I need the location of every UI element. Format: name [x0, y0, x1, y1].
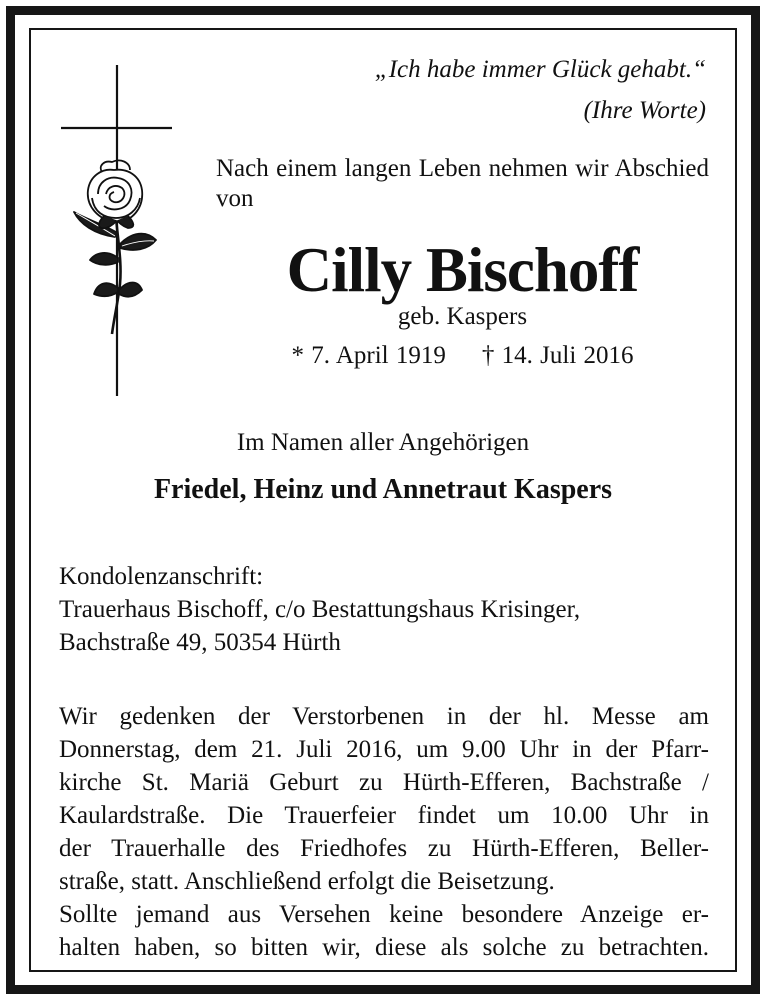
- notice-line: Sollte jemand aus Versehen keine besondere Anzeige er-: [59, 901, 709, 928]
- family-names: Friedel, Heinz und Annetraut Kaspers: [153, 474, 613, 505]
- condolence-label: Kondolenzanschrift:: [59, 563, 264, 590]
- notice-line: halten haben, so bitten wir, diese als solche zu betrachten.: [59, 934, 709, 961]
- intro-text: Nach einem langen Leben nehmen wir Abschied von: [216, 155, 709, 212]
- life-dates: [216, 342, 709, 370]
- notice-line: straße, statt. Anschließend erfolgt die Beisetzung.: [59, 868, 555, 895]
- death-date: † 14. Juli 2016: [481, 342, 634, 369]
- cross-and-rose-icon: [58, 62, 176, 398]
- service-notice: [59, 700, 709, 964]
- notice-line: Wir gedenken der Verstorbenen in der hl. Messe am: [59, 703, 709, 730]
- maiden-name: geb. Kaspers: [397, 303, 528, 330]
- notice-line: kirche St. Mariä Geburt zu Hürth-Efferen, Bachstraße /: [59, 769, 709, 796]
- notice-line: der Trauerhalle des Friedhofes zu Hürth-Efferen, Beller-: [59, 835, 709, 862]
- condolence-line-2: Bachstraße 49, 50354 Hürth: [59, 629, 341, 656]
- condolence-line-1: Trauerhaus Bischoff, c/o Bestattungshaus Krisinger,: [59, 596, 581, 623]
- birth-date: * 7. April 1919: [291, 342, 446, 369]
- on-behalf-text: Im Namen aller Angehörigen: [236, 429, 530, 456]
- deceased-name: Cilly Bischoff: [286, 235, 639, 305]
- condolence-address: [59, 560, 709, 659]
- rose-icon: [74, 160, 156, 334]
- notice-line: Kaulardstraße. Die Trauerfeier findet um 10.00 Uhr in: [59, 802, 709, 829]
- quote-attribution: (Ihre Worte): [583, 97, 706, 124]
- notice-line: Donnerstag, dem 21. Juli 2016, um 9.00 Uhr in der Pfarr-: [59, 736, 709, 763]
- quote-text: „Ich habe immer Glück gehabt.“: [374, 56, 706, 83]
